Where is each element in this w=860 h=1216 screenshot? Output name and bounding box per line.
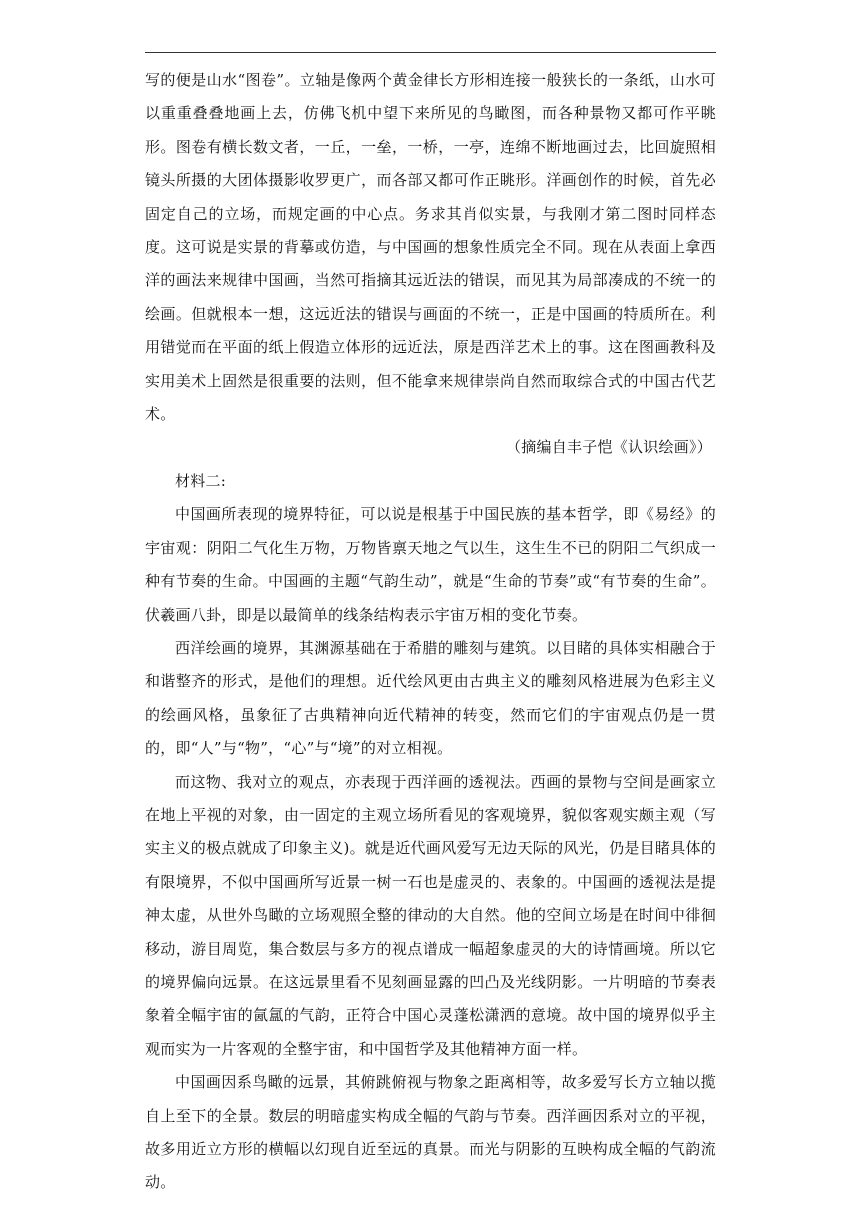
paragraph-perspective: 而这物、我对立的观点，亦表现于西洋画的透视法。西画的景物与空间是画家立在地上平视的对象，由一固定的主观立场所看见的客观境界，貌似客观实颇主观（写实主义的极点就成了印象主义)。就是近代画风爱写无边天际的风光，仍是目睹具体的有限境界，不似中国画所写近景一树一石也是虚灵的、表象的。中国画的透视法是提神太虚，从世外鸟瞰的立场观照全整的律动的大自然。他的空间立场是在时间中徘徊移动，游目周览，集合数层与多方的视点谱成一幅超象虚灵的大的诗情画境。所以它的境界偏向远景。在这远景里看不见刻画显露的凹凸及光线阴影。一片明暗的节奏表象着全幅宇宙的氤氲的气韵，正符合中国心灵蓬松潇洒的意境。故中国的境界似乎主观而实为一片客观的全整宇宙，和中国哲学及其他精神方面一样。 bbox=[145, 772, 716, 1058]
paragraph-format-comparison: 中国画因系鸟瞰的远景，其俯跳俯视与物象之距离相等，故多爱写长方立轴以揽自上至下的全景。数层的明暗虚实构成全幅的气韵与节奏。西洋画因系对立的平视，故多用近立方形的横幅以幻现自近至远的真景。而光与阴影的互映构成全幅的气韵流动。 bbox=[145, 1073, 716, 1192]
paragraph-western-painting: 西洋绘画的境界，其渊源基础在于希腊的雕刻与建筑。以目睹的具体实相融合于和谐整齐的形式，是他们的理想。近代绘风更由古典主义的雕刻风格进展为色彩主义的绘画风格，虽象征了古典精神向近代精神的转变，然而它们的宇宙观点仍是一贯的，即“人”与“物”，“心”与“境”的对立相视。 bbox=[145, 638, 716, 758]
header-rule bbox=[145, 52, 716, 53]
source-citation: （摘编自丰子恺《认识绘画》） bbox=[505, 438, 712, 457]
document-body bbox=[145, 64, 716, 1200]
section-heading-material-two: 材料二: bbox=[175, 471, 227, 490]
paragraph-cosmology: 中国画所表现的境界特征，可以说是根基于中国民族的基本哲学，即《易经》的宇宙观：阴阳二气化生万物，万物皆禀天地之气以生，这生生不已的阴阳二气织成一种有节奏的生命。中国画的主题“气韵生动”，就是“生命的节奏”或“有节奏的生命”。伏羲画八卦，即是以最简单的线条结构表示宇宙万相的变化节奏。 bbox=[145, 505, 716, 624]
paragraph-continuation: 写的便是山水“图卷”。立轴是像两个黄金律长方形相连接一般狭长的一条纸，山水可以重重叠叠地画上去，仿佛飞机中望下来所见的鸟瞰图，而各种景物又都可作平眺形。图卷有横长数文者，一丘，一垒，一桥，一亭，连绵不断地画过去，比回旋照相镜头所摄的大团体摄影收罗更广，而各部又都可作正眺形。洋画创作的时候，首先必固定自己的立场，而规定画的中心点。务求其肖似实景，与我刚才第二图时同样态度。这可说是实景的背摹或仿造，与中国画的想象性质完全不同。现在从表面上拿西洋的画法来规律中国画，当然可指摘其远近法的错误，而见其为局部凑成的不统一的绘画。但就根本一想，这远近法的错误与画面的不统一，正是中国画的特质所在。利用错觉而在平面的纸上假造立体形的远近法，原是西洋艺术上的事。这在图画教科及实用美术上固然是很重要的法则，但不能拿来规律崇尚自然而取综合式的中国古代艺术。 bbox=[145, 71, 716, 424]
